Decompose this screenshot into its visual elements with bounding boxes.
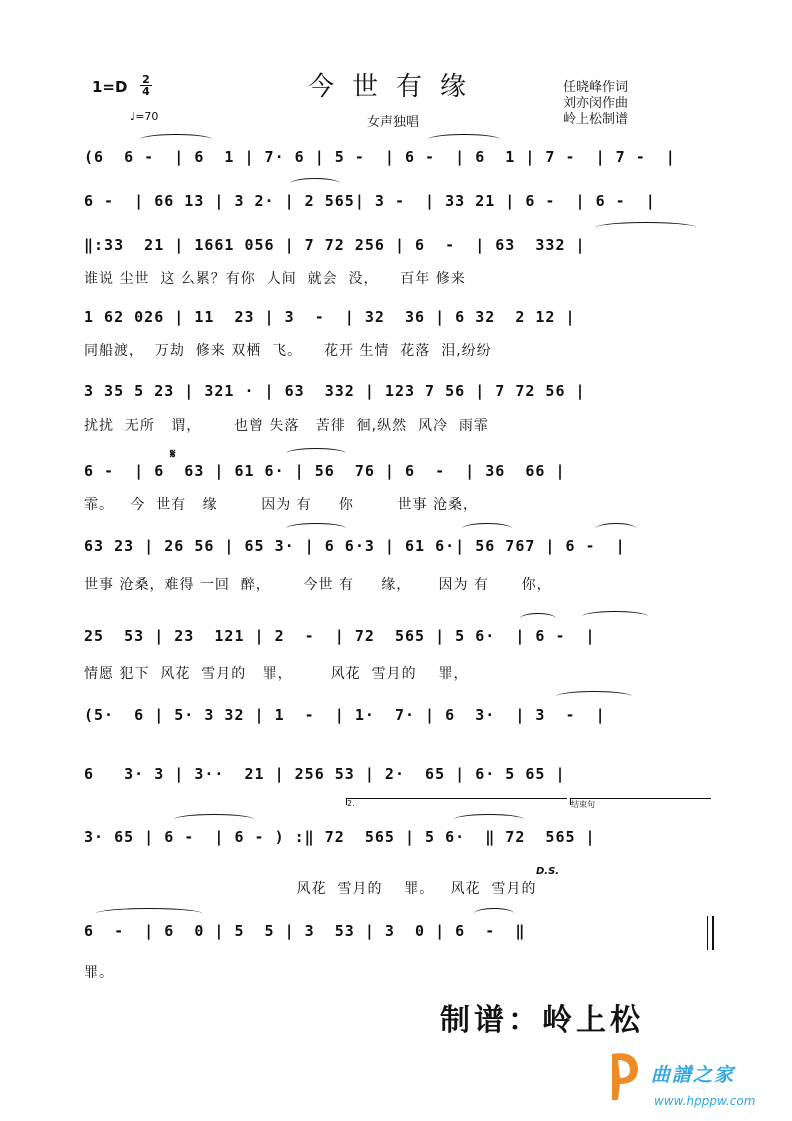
lyric-line: 谁说 尘世 这 么累？有你 人间 就会 没， 百年 修来 [84,271,466,287]
key-signature: 1=D [92,78,128,96]
site-name: 曲譜之家 [651,1064,736,1086]
slur [428,134,500,145]
lyric-line: 同船渡， 万劫 修来 双栖 飞。 花开 生情 花落 泪,纷纷 [84,343,492,359]
dal-segno-marking: D.S. [536,866,560,877]
volta-second-ending: 2. [346,798,567,805]
slur [174,814,254,825]
slur [596,222,696,233]
notation-line: 3· 65 | 6 - | 6 - ) :‖ 72 565 | 5 6· ‖ 72 565 | [84,828,596,846]
lyric-line: 世事 沧桑，难得 一回 醉， 今世 有 缘， 因为 有 你， [84,577,552,593]
site-logo-icon [604,1050,644,1102]
lyric-line: 风花 雪月的 罪。 风花 雪月的 [84,881,537,897]
slur [140,134,212,145]
slur [582,611,648,622]
score-row-1 [84,148,714,188]
notation-line: 63 23 | 26 56 | 65 3· | 6 6·3 | 61 6·| 56 767 | 6 - | [84,537,626,555]
notation-line: (5· 6 | 5· 3 32 | 1 - | 1· 7· | 6 3· | 3 - | [84,706,606,724]
transcriber-signature: 制谱：岭上松 [440,1003,644,1038]
score-row-12 [84,922,714,962]
slur [596,523,636,534]
lyric-line: 扰扰 无所 谓， 也曾 失落 苦徘 徊,纵然 风冷 雨霏 [84,418,489,434]
performance-note: 女声独唱 [367,115,420,130]
segno-sign: 𝄋 [170,447,176,462]
lyric-line: 罪。 [84,965,114,981]
notation-line: 1 62 026 | 11 23 | 3 - | 32 36 | 6 32 2 12 | [84,308,576,326]
site-url[interactable]: www.hpppw.com [654,1094,756,1108]
slur [474,908,514,919]
score-row-8 [84,627,714,667]
slur [520,613,556,624]
notation-line: ‖:33 21 | 1661 056 | 7 72 256 | 6 - | 63 332 | [84,236,586,254]
transcriber-credit: 岭上松制谱 [563,112,629,127]
final-barline [707,916,714,950]
notation-line: 6 - | 6 63 | 61 6· | 56 76 | 6 - | 36 66 | [84,462,566,480]
notation-line: 25 53 | 23 121 | 2 - | 72 565 | 5 6· | 6 - | [84,627,596,645]
slur [96,908,202,919]
time-sig-top: 2 [142,73,150,86]
page-title: 今世有缘 [307,72,484,102]
slur [286,523,346,534]
credits [563,80,628,128]
composer-credit: 刘亦闵作曲 [563,96,629,111]
time-sig-bottom: 4 [140,85,152,97]
lyricist-credit: 任晓峰作词 [563,80,629,95]
slur [454,814,524,825]
notation-line: 6 3· 3 | 3·· 21 | 256 53 | 2· 65 | 6· 5 65 | [84,765,566,783]
notation-line: (6 6 - | 6 1 | 7· 6 | 5 - | 6 - | 6 1 | 7 - | 7 - | [84,148,676,166]
score-row-7 [84,537,714,577]
lyric-line: 霏。 今 世有 缘 因为 有 你 世事 沧桑， [84,497,478,513]
time-signature [140,74,152,97]
score-row-9 [84,706,714,746]
notation-line: 6 - | 6 0 | 5 5 | 3 53 | 3 0 | 6 - ‖ [84,922,526,940]
notation-line: 6 - | 66 13 | 3 2· | 2 565| 3 - | 33 21 | 6 - | 6 - | [84,192,656,210]
lyric-line: 情愿 犯下 风花 雪月的 罪， 风花 雪月的 罪， [84,666,469,682]
score-row-11 [84,828,714,868]
slur [290,178,340,189]
tempo-marking: ♩=70 [130,110,159,123]
volta-ending-phrase: 结束句 [570,798,711,805]
notation-line: 3 35 5 23 | 321 · | 63 332 | 123 7 56 | 7 72 56 | [84,382,586,400]
slur [286,448,346,459]
slur [556,691,632,702]
slur [462,523,512,534]
